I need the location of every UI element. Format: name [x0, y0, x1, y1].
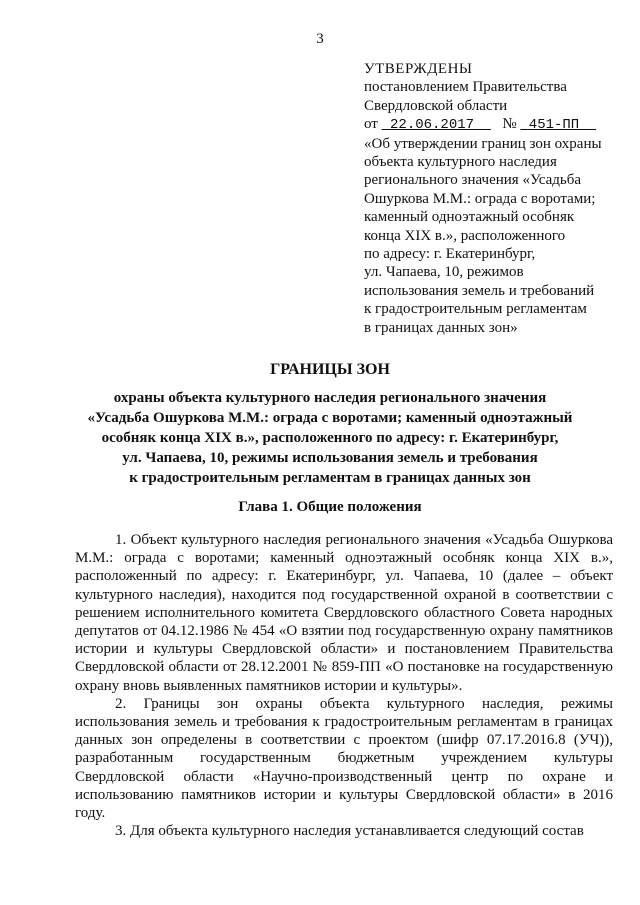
chapter-title: Глава 1. Общие положения	[238, 499, 422, 515]
paragraph: 2. Границы зон охраны объекта культурного наследия, режимы использования земель и требования к градостроительным регламентам в границах данных зон определены в соответствии с проектом (шифр 07.17.2016.8 (УЧ)), разработанным государственным бюджетным учреждением культуры Свердловской области «Научно-производственный центр по охране и использованию памятников истории и культуры Свердловской области» в 2016 году.	[75, 695, 613, 822]
approval-line: «Об утверждении границ зон охраны	[364, 135, 602, 152]
title-line: «Усадьба Ошуркова М.М.: ограда с воротами; каменный одноэтажный	[87, 410, 573, 426]
approval-line: Свердловской области	[364, 97, 508, 114]
approval-line: использования земель и требований	[364, 282, 595, 299]
approval-line: в границах данных зон»	[364, 319, 518, 336]
approval-line: по адресу: г. Екатеринбург,	[364, 246, 536, 263]
approval-line: ул. Чапаева, 10, режимов	[364, 264, 524, 281]
paragraph: 1. Объект культурного наследия регионального значения «Усадьба Ошуркова М.М.: ограда с воротами; каменный одноэтажный особняк конца XIX в.», расположенный по адресу: г. Екатеринбург, ул. Чапаева, 10 (далее – объект культурного наследия), находится под государственной охраной в соответствии с решением исполнительного комитета Свердловского областного Совета народных депутатов от 04.12.1986 № 454 «О взятии под государственную охрану памятников истории и культуры Свердловской области» и постановлением Правительства Свердловской области от 28.12.2001 № 859-ПП «О постановке на государственную охрану вновь выявленных памятников истории и культуры».	[75, 532, 613, 694]
title-line: к градостроительным регламентам в границах данных зон	[129, 470, 531, 486]
page-number: 3	[316, 31, 324, 47]
body-text	[75, 531, 613, 840]
date-prefix: от	[364, 116, 378, 133]
approval-line: объекта культурного наследия	[364, 154, 557, 171]
approval-line: конца XIX в.», расположенного	[364, 227, 566, 244]
approval-line: каменный одноэтажный особняк	[364, 209, 575, 226]
approval-date-line	[364, 115, 614, 134]
resolution-number: 451-ПП	[520, 117, 597, 134]
document-title	[60, 360, 600, 488]
main-title: ГРАНИЦЫ ЗОН	[270, 361, 390, 378]
title-line: охраны объекта культурного наследия регионального значения	[113, 390, 547, 406]
approval-line: к градостроительным регламентам	[364, 301, 587, 318]
approval-line: Ошуркова М.М.: ограда с воротами;	[364, 190, 596, 207]
approval-line: постановлением Правительства	[364, 79, 567, 96]
title-line: особняк конца XIX в.», расположенного по адресу: г. Екатеринбург,	[101, 430, 559, 446]
approval-heading: УТВЕРЖДЕНЫ	[364, 61, 473, 77]
resolution-date: 22.06.2017	[381, 117, 491, 134]
number-prefix: №	[502, 116, 517, 133]
paragraph: 3. Для объекта культурного наследия устанавливается следующий состав	[115, 823, 584, 840]
title-line: ул. Чапаева, 10, режимы использования земель и требования	[122, 450, 538, 466]
approval-line: регионального значения «Усадьба	[364, 172, 582, 189]
approval-block	[364, 60, 614, 337]
